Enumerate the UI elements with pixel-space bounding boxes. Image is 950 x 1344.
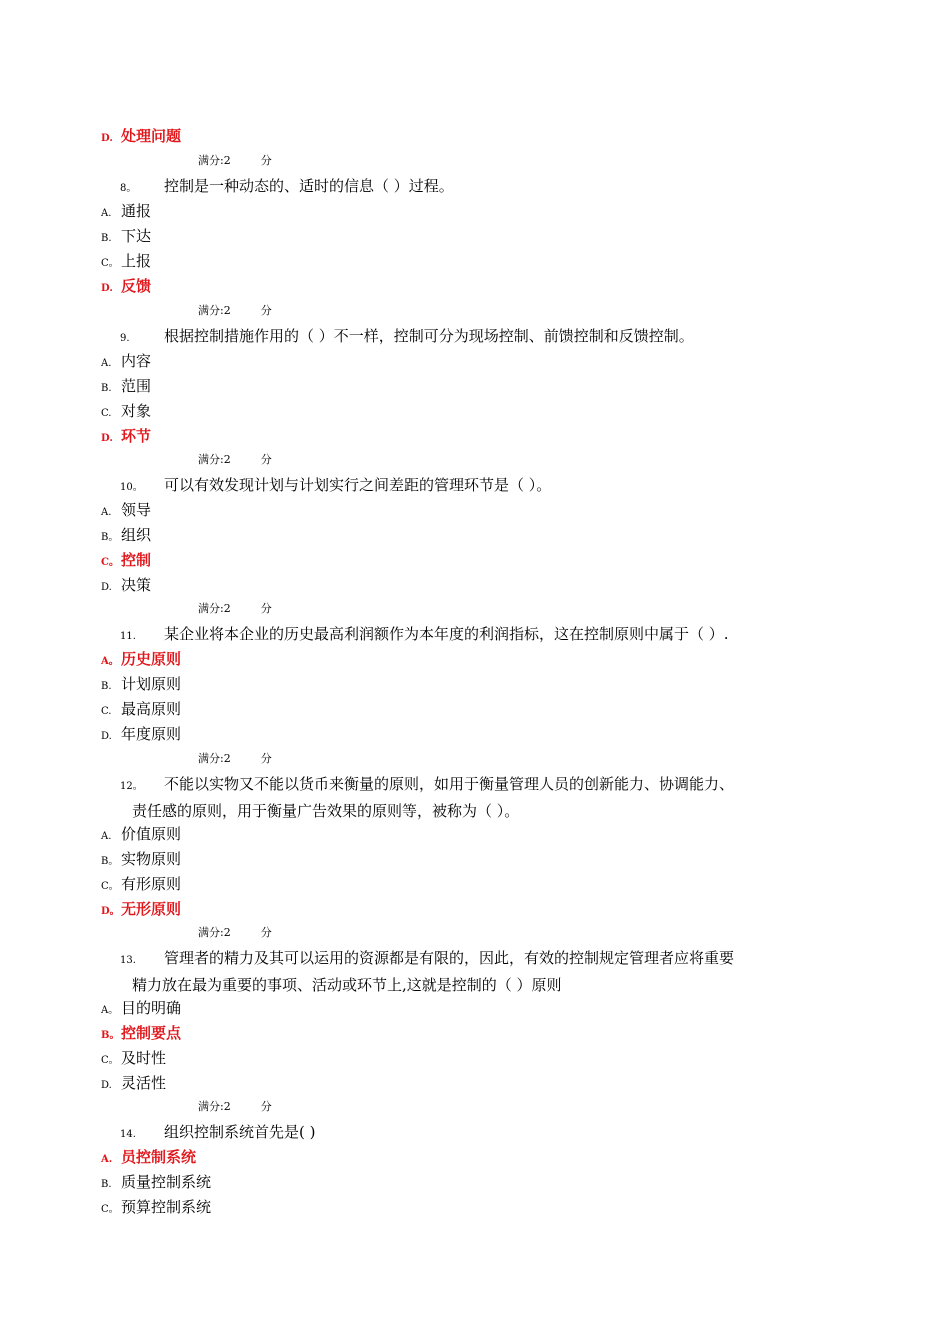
answer-option [101, 249, 151, 274]
score-unit: 分 [260, 154, 272, 167]
option-text: 有形原则 [121, 875, 182, 893]
answer-option [101, 349, 151, 374]
correct-option [101, 124, 181, 149]
correct-option [101, 897, 181, 922]
option-letter: A. [101, 358, 112, 369]
score-line [198, 450, 272, 470]
question-text-continued: 责任感的原则，用于衡量广告效果的原则等，被称为（ ）。 [132, 802, 520, 820]
score-unit: 分 [260, 304, 272, 317]
score-line [198, 749, 272, 769]
option-letter: B. [101, 383, 112, 394]
answer-option [101, 722, 181, 747]
option-text: 预算控制系统 [121, 1198, 212, 1216]
answer-option [101, 1071, 166, 1096]
correct-option [101, 274, 151, 299]
option-text: 及时性 [121, 1049, 167, 1067]
score-unit: 分 [260, 752, 272, 765]
answer-option [101, 822, 181, 847]
option-letter: C。 [101, 881, 119, 892]
question [120, 324, 820, 351]
option-text: 处理问题 [121, 127, 182, 145]
option-text: 对象 [121, 402, 152, 420]
option-letter: B。 [101, 856, 119, 867]
option-letter: D. [101, 582, 112, 593]
option-letter: A. [101, 208, 112, 219]
question [120, 946, 820, 998]
option-letter: A. [101, 831, 112, 842]
option-letter: A. [101, 1154, 113, 1165]
option-text: 上报 [121, 252, 152, 270]
question [120, 1120, 820, 1147]
answer-option [101, 1195, 211, 1220]
option-text: 年度原则 [121, 725, 182, 743]
answer-option [101, 374, 151, 399]
option-letter: A. [101, 507, 112, 518]
question-text: 组织控制系统首先是( ) [164, 1123, 316, 1141]
option-text: 反馈 [121, 277, 152, 295]
option-letter: A。 [101, 656, 119, 667]
option-letter: D. [101, 731, 112, 742]
score-label: 满分:2 [198, 154, 231, 167]
option-letter: B. [101, 233, 112, 244]
question-text: 不能以实物又不能以货币来衡量的原则，如用于衡量管理人员的创新能力、协调能力、 [164, 775, 735, 793]
score-label: 满分:2 [198, 926, 231, 939]
option-text: 无形原则 [121, 900, 182, 918]
option-text: 领导 [121, 501, 152, 519]
question-number: 9. [120, 333, 130, 344]
question [120, 772, 820, 824]
answer-option [101, 199, 151, 224]
option-letter: C. [101, 408, 112, 419]
option-letter: D. [101, 133, 113, 144]
option-letter: D. [101, 1080, 112, 1091]
correct-option [101, 1145, 196, 1170]
option-letter: B. [101, 681, 112, 692]
option-text: 员控制系统 [121, 1148, 197, 1166]
answer-option [101, 1170, 211, 1195]
score-unit: 分 [260, 1100, 272, 1113]
option-letter: C。 [101, 1204, 119, 1215]
question-number: 8。 [120, 183, 137, 194]
option-letter: C。 [101, 1055, 119, 1066]
score-label: 满分:2 [198, 1100, 231, 1113]
option-text: 通报 [121, 202, 152, 220]
option-text: 控制 [121, 551, 152, 569]
question [120, 473, 820, 500]
answer-option [101, 672, 181, 697]
answer-option [101, 697, 181, 722]
score-line [198, 301, 272, 321]
option-letter: B. [101, 1179, 112, 1190]
score-line [198, 599, 272, 619]
question-number: 10。 [120, 482, 143, 493]
answer-option [101, 872, 181, 897]
option-text: 历史原则 [121, 650, 182, 668]
option-letter: D。 [101, 906, 120, 917]
answer-option [101, 1046, 166, 1071]
question-number: 13. [120, 955, 136, 966]
option-text: 最高原则 [121, 700, 182, 718]
question-text-continued: 精力放在最为重要的事项、活动或环节上,这就是控制的（ ）原则 [132, 976, 562, 994]
option-text: 下达 [121, 227, 152, 245]
option-text: 组织 [121, 526, 152, 544]
option-text: 控制要点 [121, 1024, 182, 1042]
score-unit: 分 [260, 453, 272, 466]
question [120, 622, 820, 649]
option-letter: C。 [101, 557, 119, 568]
correct-option [101, 424, 151, 449]
option-letter: C。 [101, 258, 119, 269]
correct-option [101, 548, 151, 573]
question-number: 14. [120, 1129, 136, 1140]
option-text: 内容 [121, 352, 152, 370]
option-text: 目的明确 [121, 999, 182, 1017]
score-label: 满分:2 [198, 453, 231, 466]
question-text: 某企业将本企业的历史最高利润额作为本年度的利润指标，这在控制原则中属于（ ）. [164, 625, 729, 643]
option-letter: B。 [101, 532, 119, 543]
option-text: 计划原则 [121, 675, 182, 693]
score-label: 满分:2 [198, 304, 231, 317]
score-line [198, 1097, 272, 1117]
answer-option [101, 573, 151, 598]
question-number: 11. [120, 631, 136, 642]
answer-option [101, 996, 181, 1021]
question-text: 可以有效发现计划与计划实行之间差距的管理环节是（ ）。 [164, 476, 552, 494]
option-letter: D. [101, 283, 113, 294]
score-label: 满分:2 [198, 752, 231, 765]
option-text: 实物原则 [121, 850, 182, 868]
answer-option [101, 498, 151, 523]
option-letter: A。 [101, 1005, 119, 1016]
correct-option [101, 1021, 181, 1046]
answer-option [101, 523, 151, 548]
option-letter: C. [101, 706, 112, 717]
option-letter: B。 [101, 1030, 120, 1041]
score-unit: 分 [260, 926, 272, 939]
score-label: 满分:2 [198, 602, 231, 615]
option-letter: D. [101, 433, 113, 444]
option-text: 质量控制系统 [121, 1173, 212, 1191]
correct-option [101, 647, 181, 672]
answer-option [101, 847, 181, 872]
answer-option [101, 399, 151, 424]
question-text: 控制是一种动态的、适时的信息（ ）过程。 [164, 177, 454, 195]
option-text: 环节 [121, 427, 152, 445]
option-text: 价值原则 [121, 825, 182, 843]
score-unit: 分 [260, 602, 272, 615]
option-text: 范围 [121, 377, 152, 395]
score-line [198, 923, 272, 943]
option-text: 决策 [121, 576, 152, 594]
question-text: 管理者的精力及其可以运用的资源都是有限的，因此，有效的控制规定管理者应将重要 [164, 949, 735, 967]
question [120, 174, 820, 201]
answer-option [101, 224, 151, 249]
question-number: 12。 [120, 781, 143, 792]
score-line [198, 151, 272, 171]
option-text: 灵活性 [121, 1074, 167, 1092]
question-text: 根据控制措施作用的（ ）不一样，控制可分为现场控制、前馈控制和反馈控制。 [164, 327, 694, 345]
